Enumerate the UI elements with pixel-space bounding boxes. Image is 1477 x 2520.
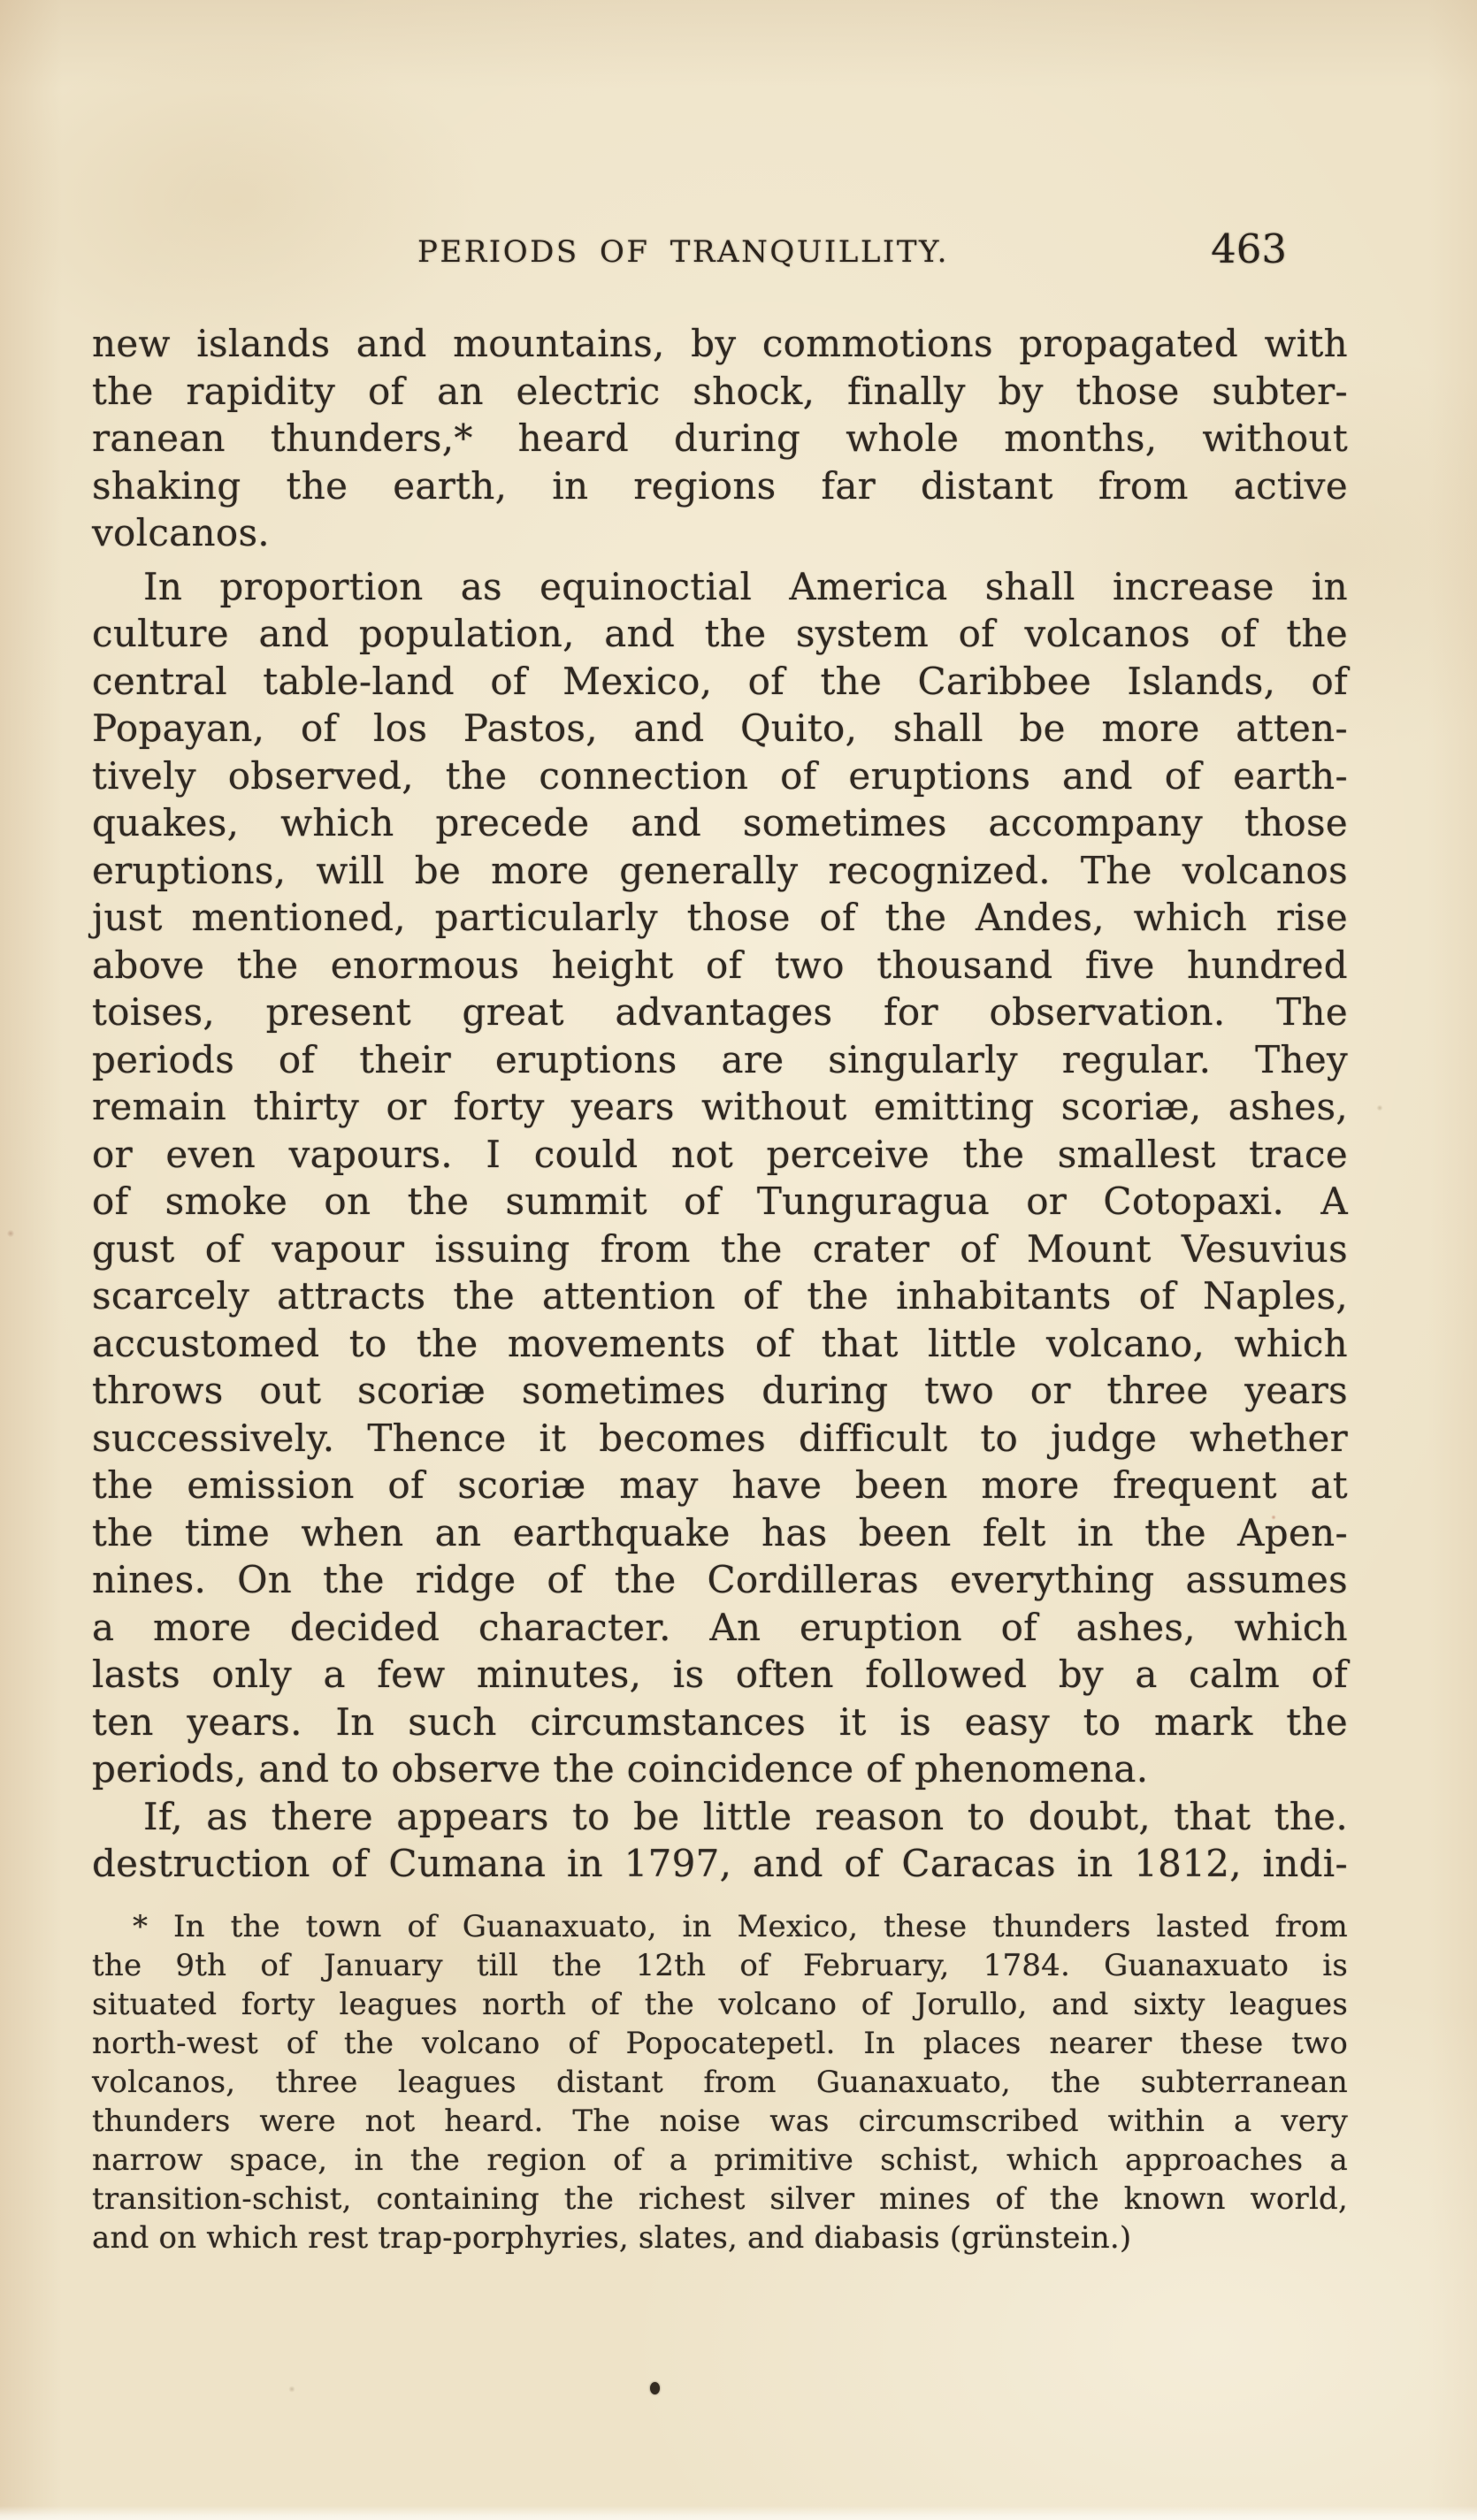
text-line: If, as there appears to be little reason to doubt, that the. [143, 1794, 1348, 1838]
text-line: destruction of Cumana in 1797, and of Caracas in 1812, indi- [92, 1842, 1348, 1885]
text-line: ten years. In such circumstances it is easy to mark the [92, 1699, 1348, 1744]
text-line: just mentioned, particularly those of the Andes, which rise [92, 896, 1348, 939]
text-line: above the enormous height of two thousand five hundred [92, 943, 1348, 987]
text-line: the 9th of January till the 12th of February, 1784. Guanaxuato is [92, 1947, 1348, 1983]
text-line: central table-land of Mexico, of the Caribbee Islands, of [92, 659, 1348, 703]
text-line: shaking the earth, in regions far distant from active [92, 463, 1348, 508]
text-line: ranean thunders,* heard during whole months, without [92, 416, 1348, 460]
ink-speck [650, 2382, 660, 2394]
text-line: periods of their eruptions are singularly regular. They [92, 1037, 1348, 1081]
running-header [92, 225, 1348, 282]
text-line: or even vapours. I could not perceive the smallest trace [92, 1132, 1348, 1176]
text-line: thunders were not heard. The noise was circumscribed within a very [92, 2103, 1348, 2139]
text-line: volcanos. [92, 511, 270, 554]
text-line: toises, present great advantages for observation. The [92, 990, 1348, 1034]
text-line: gust of vapour issuing from the crater of Mount Vesuvius [92, 1226, 1348, 1271]
text-line: lasts only a few minutes, is often followed by a calm of [92, 1653, 1348, 1696]
text-line: volcanos, three leagues distant from Guanaxuato, the subterranean [92, 2064, 1348, 2100]
text-line: In proportion as equinoctial America shall increase in [143, 564, 1348, 608]
text-line: accustomed to the movements of that little volcano, which [92, 1321, 1348, 1365]
text-line: tively observed, the connection of eruptions and of earth- [92, 753, 1348, 798]
text-line: the rapidity of an electric shock, finally by those subter- [92, 369, 1348, 413]
text-line: Popayan, of los Pastos, and Quito, shall be more atten- [92, 706, 1348, 750]
text-line: periods, and to observe the coincidence of phenomena. [92, 1747, 1149, 1791]
paragraph-destruction-cumana [92, 1793, 1348, 1888]
text-line: new islands and mountains, by commotions propagated with [92, 322, 1348, 365]
text-line: remain thirty or forty years without emitting scoriæ, ashes, [92, 1085, 1348, 1128]
text-line: transition-schist, containing the richest silver mines of the known world, [92, 2180, 1348, 2217]
text-line: narrow space, in the region of a primitive schist, which approaches a [92, 2142, 1348, 2178]
paragraph-continuation [92, 320, 1348, 557]
text-line: nines. On the ridge of the Cordilleras everything assumes [92, 1558, 1348, 1601]
footnote-guanaxuato [92, 1907, 1348, 2257]
text-line: situated forty leagues north of the volcano of Jorullo, and sixty leagues [92, 1986, 1348, 2022]
text-line: the emission of scoriæ may have been more frequent at [92, 1463, 1348, 1507]
text-line: a more decided character. An eruption of ashes, which [92, 1605, 1348, 1649]
text-line: quakes, which precede and sometimes accompany those [92, 801, 1348, 844]
paragraph-volcano-observation [92, 563, 1348, 1793]
text-line: culture and population, and the system of volcanos of the [92, 612, 1348, 655]
body-text [92, 320, 1348, 2257]
text-line: eruptions, will be more generally recognized. The volcanos [92, 848, 1348, 892]
text-line: and on which rest trap-porphyries, slates, and diabasis (grünstein.) [92, 2219, 1132, 2256]
page-number: 463 [1211, 225, 1287, 272]
running-header-title: PERIODS OF TRANQUILLITY. [417, 234, 949, 270]
text-line: of smoke on the summit of Tunguragua or Cotopaxi. A [92, 1180, 1348, 1223]
text-line: north-west of the volcano of Popocatepetl. In places nearer these two [92, 2025, 1348, 2061]
text-line: the time when an earthquake has been felt in the Apen- [92, 1510, 1348, 1554]
text-line: scarcely attracts the attention of the inhabitants of Naples, [92, 1274, 1348, 1317]
text-line: throws out scoriæ sometimes during two or three years [92, 1369, 1348, 1412]
text-line: successively. Thence it becomes difficult to judge whether [92, 1416, 1348, 1460]
text-line: * In the town of Guanaxuato, in Mexico, these thunders lasted from [133, 1908, 1348, 1944]
